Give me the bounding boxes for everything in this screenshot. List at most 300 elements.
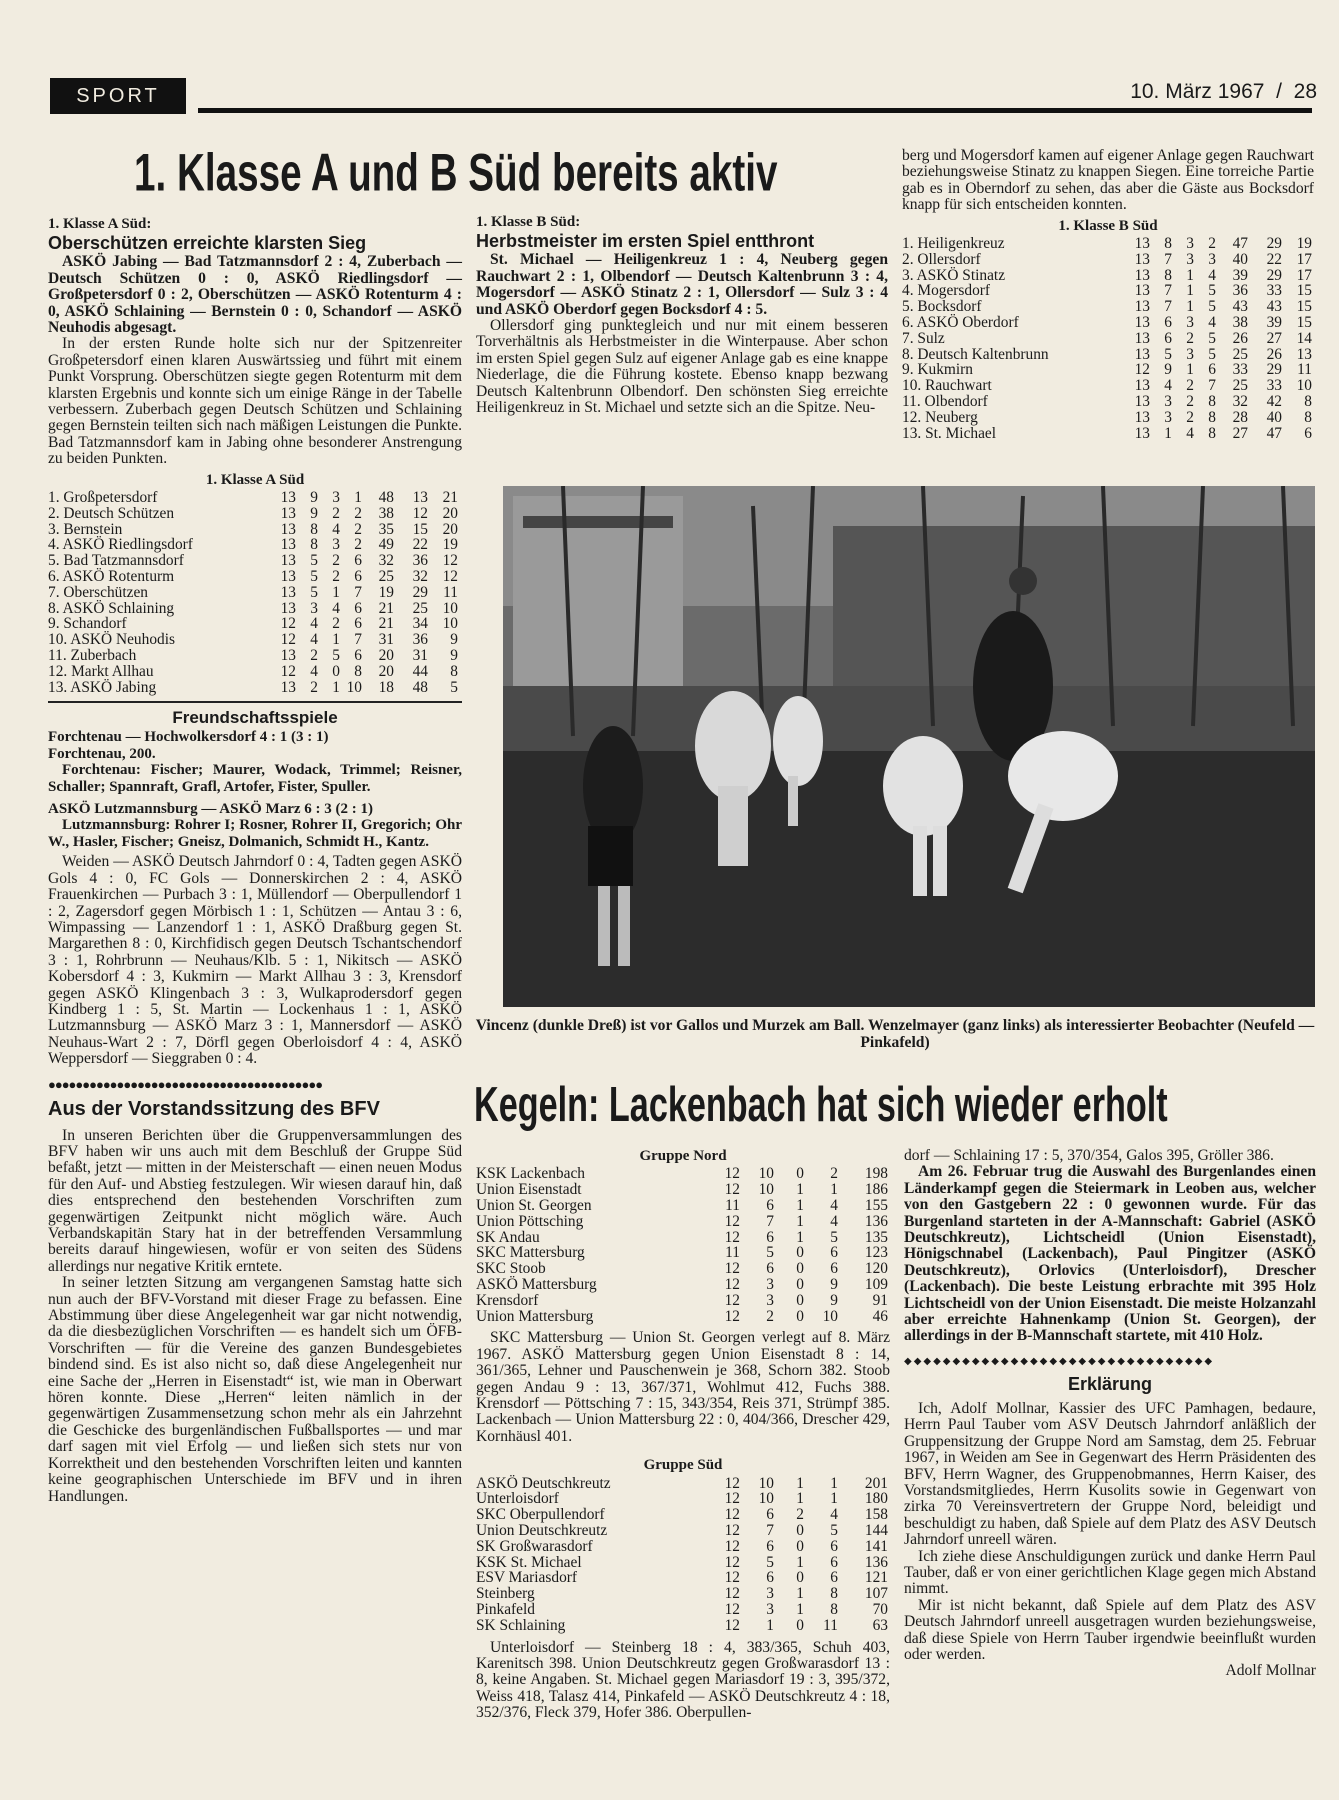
column-erklaerung [904,1148,1316,1680]
stat-cell: 4 [1208,314,1216,332]
team-name: 8. Deutsch Kaltenbrunn [902,345,1049,363]
dot-divider: ●●●●●●●●●●●●●●●●●●●●●●●●●●●●●●●●●●●●●●●● [48,1077,323,1092]
stat-cell: 7 [766,1212,774,1230]
team-name: ASKÖ Mattersburg [476,1275,597,1293]
stat-cell: 5 [310,583,318,601]
stat-cell: 13 [1134,282,1150,300]
stat-cell: 2 [332,504,340,522]
date-text: 10. März 1967 [1130,80,1265,103]
stat-cell: 9 [310,489,318,507]
table-row [476,1182,888,1198]
stat-cell: 38 [1232,314,1248,332]
stat-cell: 1 [332,678,340,696]
klasse-a-table-title: 1. Klasse A Süd [205,471,305,488]
team-name: 6. ASKÖ Oberdorf [902,314,1019,332]
stat-cell: 12 [724,1212,740,1230]
friendly-match-1-team: Forchtenau: Fischer; Maurer, Wodack, Trimmel; Reisner, Schaller; Spannraft, Grafl, Artofer, Fister, Spuller. [48,762,462,795]
stat-cell: 9 [310,504,318,522]
team-name: ESV Mariasdorf [476,1569,578,1587]
stat-cell: 49 [378,536,394,554]
stat-cell: 12 [412,504,428,522]
stat-cell: 6 [1164,329,1172,347]
date-separator: / [1276,80,1282,103]
stat-cell: 5 [310,552,318,570]
match-photo [503,486,1315,1007]
stat-cell: 5 [1208,329,1216,347]
table-row [476,1570,888,1586]
stat-cell: 10 [758,1165,774,1183]
table-row [476,1586,888,1602]
team-name: 7. Sulz [902,329,945,347]
stat-cell: 3 [310,599,318,617]
stat-cell: 29 [1266,361,1282,379]
stat-cell: 12 [280,662,296,680]
stat-cell: 12 [724,1601,740,1618]
klasse-a-table [48,490,458,695]
team-name: Pinkafeld [476,1601,535,1618]
team-name: 13. ASKÖ Jabing [48,678,157,696]
team-name: 12. Neuberg [902,408,978,426]
stat-cell: 7 [1208,377,1216,395]
kegeln-headline: Kegeln: Lackenbach hat sich wieder erholt [474,1078,1168,1133]
stat-cell: 2 [332,552,340,570]
stat-cell: 63 [872,1616,888,1634]
stat-cell: 20 [378,662,394,680]
stat-cell: 13 [1134,266,1150,284]
stat-cell: 25 [1232,345,1248,363]
stat-cell: 9 [1164,361,1172,379]
table-row [902,410,1312,426]
team-name: 7. Oberschützen [48,583,149,601]
stat-cell: 2 [1186,408,1194,426]
stat-cell: 0 [796,1260,804,1278]
stat-cell: 31 [378,631,394,649]
stat-cell: 29 [1266,235,1282,253]
klasse-b-label: 1. Klasse B Süd: [476,214,581,230]
stat-cell: 2 [1186,393,1194,410]
erklaerung-paragraph-1: Ich, Adolf Mollnar, Kassier des UFC Pamhagen, bedaure, Herrn Paul Tauber vom ASV Deutsch Jahrndorf anläßlich der Gruppensitzung der Gruppe Nord am Samstag, dem 25. Februar 1967, in Weiden am See in Gegenwart des Herrn Präsidenten des BFV, Herrn Wagner, des Gruppenobmannes, Herrn Kaiser, des Vorstandsmitgliedes, Herrn Kusolits sowie in Gegenwart von zirka 70 Vereinsvertretern der Gruppe Nord, beleidigt und beschuldigt zu haben, daß Spiele auf dem Platz des ASV Deutsch Jahrndorf unreell wären. [904,1399,1316,1549]
stat-cell: 1 [1186,282,1194,300]
stat-cell: 7 [766,1522,774,1540]
stat-cell: 6 [1208,361,1216,379]
stat-cell: 4 [310,662,318,680]
stat-cell: 3 [1186,250,1194,268]
stat-cell: 19 [378,583,394,601]
stat-cell: 12 [724,1228,740,1246]
stat-cell: 34 [412,615,428,633]
stat-cell: 6 [354,568,362,586]
stat-cell: 6 [766,1506,774,1524]
stat-cell: 1 [1186,361,1194,379]
klasse-b-table-title: 1. Klasse B Süd [1058,217,1158,234]
stat-cell: 6 [354,599,362,617]
diamond-divider: ◆◆◆◆◆◆◆◆◆◆◆◆◆◆◆◆◆◆◆◆◆◆◆◆◆◆◆◆◆◆◆◆ [904,1355,1215,1367]
stat-cell: 13 [1134,393,1150,410]
stat-cell: 39 [1232,266,1248,284]
stat-cell: 12 [724,1260,740,1278]
stat-cell: 13 [280,504,296,522]
stat-cell: 4 [1208,266,1216,284]
section-label: SPORT [50,78,186,114]
table-row [48,569,458,585]
stat-cell: 8 [830,1601,838,1618]
team-name: 3. Bernstein [48,520,123,538]
table-row [902,331,1312,347]
stat-cell: 33 [1266,377,1282,395]
stat-cell: 2 [332,615,340,633]
stat-cell: 6 [830,1537,838,1555]
stat-cell: 39 [1266,314,1282,332]
team-name: 13. St. Michael [902,424,997,442]
table-row [902,299,1312,315]
stat-cell: 27 [1232,424,1248,442]
stat-cell: 3 [1164,393,1172,410]
stat-cell: 17 [1296,266,1312,284]
stat-cell: 198 [864,1165,888,1183]
table-row [476,1618,888,1634]
stat-cell: 3 [766,1601,774,1618]
table-row [48,680,458,696]
stat-cell: 6 [1164,314,1172,332]
table-row [48,553,458,569]
stat-cell: 4 [830,1212,838,1230]
stat-cell: 107 [864,1585,888,1603]
stat-cell: 1 [830,1181,838,1199]
stat-cell: 1 [796,1197,804,1214]
stat-cell: 3 [1164,408,1172,426]
table-row [476,1230,888,1246]
stat-cell: 1 [796,1181,804,1199]
stat-cell: 1 [830,1490,838,1508]
stat-cell: 5 [766,1244,774,1262]
table-row [476,1555,888,1571]
stat-cell: 1 [332,583,340,601]
stat-cell: 11 [443,583,458,601]
stat-cell: 0 [796,1537,804,1555]
stat-cell: 40 [1232,250,1248,268]
stat-cell: 42 [1266,393,1282,410]
team-name: SK Schlaining [476,1616,566,1634]
divider [48,701,462,703]
stat-cell: 40 [1266,408,1282,426]
stat-cell: 12 [724,1474,740,1492]
stat-cell: 6 [830,1553,838,1571]
column-klasse-b [476,214,888,416]
stat-cell: 26 [1232,329,1248,347]
erklaerung-signature: Adolf Mollnar [1225,1662,1316,1680]
table-row [902,426,1312,442]
stat-cell: 32 [1232,393,1248,410]
stat-cell: 20 [442,520,458,538]
stat-cell: 2 [354,520,362,538]
team-name: 2. Ollersdorf [902,250,981,268]
sued-table [476,1476,888,1634]
table-row [902,315,1312,331]
stat-cell: 14 [1296,329,1312,347]
stat-cell: 6 [830,1260,838,1278]
column-kegeln [476,1148,890,1722]
table-row [476,1277,888,1293]
stat-cell: 11 [823,1616,838,1634]
stat-cell: 6 [766,1228,774,1246]
stat-cell: 1 [796,1601,804,1618]
erklaerung-paragraph-3: Mir ist nicht bekannt, daß Spiele auf dem Platz des ASV Deutsch Jahrndorf unreell ausgetragen wurden beziehungsweise, daß diese Spiele von Herrn Tauber irgendwie beeinflußt wurden oder werden. [904,1596,1316,1663]
team-name: 10. Rauchwart [902,377,992,395]
stat-cell: 10 [822,1307,838,1325]
stat-cell: 5 [450,678,458,696]
erklaerung-paragraph-2: Ich ziehe diese Anschuldigungen zurück und danke Herrn Paul Tauber, daß er von einer gerichtlichen Klage gegen mich Abstand nimmt. [904,1547,1316,1598]
klasse-b-continued: berg und Mogersdorf kamen auf eigener Anlage gegen Rauchwart beziehungsweise Stinatz zu knappen Siegen. Eine torreiche Partie gab es in Oberndorf zu sehen, das aber die Gäste aus Bocksdorf knapp für sich entscheiden konnten. [902,147,1314,214]
stat-cell: 36 [412,631,428,649]
stat-cell: 12 [280,631,296,649]
stat-cell: 186 [864,1181,888,1199]
page-number: 28 [1293,80,1317,103]
team-name: 6. ASKÖ Rotenturm [48,568,175,586]
stat-cell: 4 [310,615,318,633]
stat-cell: 10 [346,678,362,696]
team-name: Krensdorf [476,1291,539,1309]
stat-cell: 25 [378,568,394,586]
team-name: SKC Stoob [476,1260,546,1278]
stat-cell: 47 [1266,424,1282,442]
football-scene-image [503,486,1315,1007]
stat-cell: 13 [412,489,428,507]
stat-cell: 22 [412,536,428,554]
stat-cell: 13 [280,489,296,507]
stat-cell: 2 [1186,329,1194,347]
stat-cell: 3 [1186,314,1194,332]
stat-cell: 5 [766,1553,774,1571]
table-row [48,648,458,664]
stat-cell: 5 [1164,345,1172,363]
stat-cell: 13 [1134,377,1150,395]
stat-cell: 13 [280,599,296,617]
stat-cell: 5 [310,568,318,586]
stat-cell: 26 [1266,345,1282,363]
klasse-a-results: ASKÖ Jabing — Bad Tatzmannsdorf 2 : 4, Zuberbach — Deutsch Schützen 0 : 0, ASKÖ Riedlingsdorf — Großpetersdorf 0 : 2, Oberschützen — ASKÖ Rotenturm 4 : 0, ASKÖ Schlaining — Bernstein 0 : 0, Schandorf — ASKÖ Neuhodis abgesagt. [48,253,462,337]
stat-cell: 9 [450,631,458,649]
stat-cell: 12 [724,1569,740,1587]
stat-cell: 0 [796,1165,804,1183]
sued-results: Unterloisdorf — Steinberg 18 : 4, 383/365, Schuh 403, Karenitsch 398. Union Deutschkreutz gegen Großwarasdorf 13 : 8, keine Angaben. St. Michael gegen Mariasdorf 19 : 3, 395/372, Weiss 418, Talasz 414, Pinkafeld — ASKÖ Deutschkreutz 4 : 18, 352/376, Fleck 379, Hofer 386. Oberpullen- [476,1638,890,1722]
table-row [902,268,1312,284]
column-klasse-a [48,216,462,1505]
stat-cell: 2 [830,1165,838,1183]
stat-cell: 8 [830,1585,838,1603]
bfv-heading: Aus der Vorstandssitzung des BFV [48,1097,380,1120]
stat-cell: 43 [1232,298,1248,316]
table-row [902,347,1312,363]
team-name: 8. ASKÖ Schlaining [48,599,175,617]
stat-cell: 10 [442,599,458,617]
stat-cell: 5 [830,1228,838,1246]
stat-cell: 12 [724,1291,740,1309]
stat-cell: 21 [378,615,394,633]
team-name: 4. ASKÖ Riedlingsdorf [48,536,193,554]
stat-cell: 46 [872,1307,888,1325]
table-row [902,252,1312,268]
nord-table [476,1166,888,1324]
kegeln-continued: dorf — Schlaining 17 : 5, 370/354, Galos 395, Gröller 386. [904,1147,1274,1164]
stat-cell: 12 [724,1553,740,1571]
stat-cell: 120 [864,1260,888,1278]
stat-cell: 10 [1296,377,1312,395]
table-row [902,362,1312,378]
stat-cell: 43 [1266,298,1282,316]
klasse-b-results: St. Michael — Heiligenkreuz 1 : 4, Neuberg gegen Rauchwart 2 : 1, Olbendorf — Deutsch Kaltenbrunn 3 : 4, Mogersdorf — ASKÖ Stinatz 2 : 1, Ollersdorf — Sulz 3 : 4 und ASKÖ Oberdorf gegen Bocksdorf 4 : 5. [476,251,888,318]
stat-cell: 9 [830,1291,838,1309]
stat-cell: 18 [378,678,394,696]
stat-cell: 3 [1208,250,1216,268]
stat-cell: 6 [354,552,362,570]
stat-cell: 47 [1232,235,1248,253]
stat-cell: 136 [864,1212,888,1230]
stat-cell: 2 [1186,377,1194,395]
stat-cell: 6 [1304,424,1312,442]
stat-cell: 11 [1297,361,1312,379]
stat-cell: 1 [354,489,362,507]
stat-cell: 70 [872,1601,888,1618]
stat-cell: 36 [412,552,428,570]
stat-cell: 44 [412,662,428,680]
stat-cell: 13 [280,647,296,665]
team-name: 4. Mogersdorf [902,282,991,300]
stat-cell: 121 [864,1569,888,1587]
stat-cell: 3 [1186,345,1194,363]
friendly-other-results: Weiden — ASKÖ Deutsch Jahrndorf 0 : 4, Tadten gegen ASKÖ Gols 4 : 0, FC Gols — Donnerskirchen 2 : 4, ASKÖ Frauenkirchen — Purbach 3 : 1, Müllendorf — Oberpullendorf 1 : 2, Zagersdorf gegen Mörbisch 1 : 1, Schützen — Antau 3 : 6, Wimpassing — Lanzendorf 1 : 1, ASKÖ Draßburg gegen St. Margarethen 8 : 0, Kirchfidisch gegen Deutsch Tschantschendorf 3 : 1, Rohrbrunn — Neuhaus/Klb. 5 : 1, Nikitsch — ASKÖ Kobersdorf 4 : 3, Kukmirn — Markt Allhau 3 : 3, Krensdorf gegen ASKÖ Klingenbach 3 : 3, Wulkaprodersdorf gegen Kindberg 1 : 5, St. Martin — Lockenhaus 1 : 1, ASKÖ Lutzmannsburg — ASKÖ Marz 3 : 1, Mannersdorf — ASKÖ Neuhaus-Wart 2 : 7, Dörfl gegen Oberloisdorf 4 : 4, ASKÖ Weppersdorf — Sieggraben 0 : 4. [48,853,462,1068]
team-name: 11. Olbendorf [902,393,988,410]
friendly-match-1: Forchtenau — Hochwolkersdorf 4 : 1 (3 : 1) [48,729,329,746]
stat-cell: 12 [442,568,458,586]
stat-cell: 11 [725,1197,740,1214]
team-name: Unterloisdorf [476,1490,559,1508]
stat-cell: 12 [1134,361,1150,379]
stat-cell: 13 [280,678,296,696]
stat-cell: 12 [280,615,296,633]
stat-cell: 1 [796,1553,804,1571]
team-name: Union Pöttsching [476,1212,584,1230]
table-row [476,1245,888,1261]
stat-cell: 13 [280,583,296,601]
team-name: 10. ASKÖ Neuhodis [48,631,175,649]
stat-cell: 12 [724,1585,740,1603]
main-headline: 1. Klasse A und B Süd bereits aktiv [134,143,778,202]
friendly-heading: Freundschaftsspiele [172,708,338,728]
stat-cell: 4 [332,520,340,538]
stat-cell: 13 [1134,298,1150,316]
klasse-b-table [902,236,1312,441]
stat-cell: 25 [1232,377,1248,395]
stat-cell: 201 [864,1474,888,1492]
stat-cell: 13 [1134,250,1150,268]
stat-cell: 144 [864,1522,888,1540]
stat-cell: 33 [1266,282,1282,300]
stat-cell: 12 [442,552,458,570]
team-name: SKC Mattersburg [476,1244,585,1262]
klasse-a-label: 1. Klasse A Süd: [48,216,152,232]
team-name: Union St. Georgen [476,1197,592,1214]
stat-cell: 13 [1134,329,1150,347]
stat-cell: 13 [1296,345,1312,363]
stat-cell: 5 [1208,345,1216,363]
table-row [902,236,1312,252]
stat-cell: 12 [724,1537,740,1555]
stat-cell: 2 [354,504,362,522]
stat-cell: 12 [724,1275,740,1293]
stat-cell: 8 [1208,393,1216,410]
stat-cell: 2 [796,1506,804,1524]
team-name: Union Mattersburg [476,1307,594,1325]
laenderkampf-text: Am 26. Februar trug die Auswahl des Burgenlandes einen Länderkampf gegen die Steiermark in Leoben aus, welcher von den Gastgebern 22 : 0 gewonnen wurde. Für das Burgenland starteten in der A-Mannschaft: Gabriel (ASKÖ Deutschkreutz), Lichtscheidl (Union Eisenstadt), Hönigschnabel (Lackenbach), Paul Pingitzer (ASKÖ Deutschkreutz), Orlovics (Unterloisdorf), Drescher (Lackenbach). Die beste Leistung erbrachte mit 395 Holz Lichtscheidl von der Union Eisenstadt. Die meiste Holzanzahl aber erreichte Hahnenkamp (Union St. Georgen), der allerdings in der B-Mannschaft startete, mit 410 Holz. [904,1163,1316,1345]
table-row [48,601,458,617]
klasse-b-heading: Herbstmeister im ersten Spiel entthront [476,231,815,252]
stat-cell: 4 [310,631,318,649]
stat-cell: 123 [864,1244,888,1262]
stat-cell: 19 [442,536,458,554]
stat-cell: 7 [1164,282,1172,300]
stat-cell: 158 [864,1506,888,1524]
table-row [476,1198,888,1214]
stat-cell: 12 [724,1522,740,1540]
stat-cell: 4 [1164,377,1172,395]
table-row [476,1507,888,1523]
team-name: KSK St. Michael [476,1553,582,1571]
stat-cell: 0 [796,1569,804,1587]
stat-cell: 7 [1164,298,1172,316]
team-name: 1. Heiligenkreuz [902,235,1005,253]
stat-cell: 35 [378,520,394,538]
table-row [902,378,1312,394]
stat-cell: 2 [310,647,318,665]
stat-cell: 6 [766,1197,774,1214]
stat-cell: 0 [796,1244,804,1262]
table-row [476,1309,888,1325]
stat-cell: 8 [310,536,318,554]
erklaerung-heading: Erklärung [1067,1373,1153,1394]
table-row [476,1261,888,1277]
stat-cell: 5 [830,1522,838,1540]
stat-cell: 27 [1266,329,1282,347]
stat-cell: 36 [1232,282,1248,300]
stat-cell: 10 [442,615,458,633]
stat-cell: 6 [766,1260,774,1278]
stat-cell: 6 [354,647,362,665]
team-name: ASKÖ Deutschkreutz [476,1474,611,1492]
team-name: SKC Oberpullendorf [476,1506,605,1524]
table-row [476,1491,888,1507]
stat-cell: 7 [1164,250,1172,268]
table-row [902,283,1312,299]
stat-cell: 0 [332,662,340,680]
stat-cell: 135 [864,1228,888,1246]
stat-cell: 7 [354,631,362,649]
stat-cell: 5 [332,647,340,665]
stat-cell: 3 [766,1275,774,1293]
stat-cell: 1 [1186,266,1194,284]
stat-cell: 141 [864,1537,888,1555]
team-name: 5. Bocksdorf [902,298,982,316]
stat-cell: 6 [830,1244,838,1262]
table-row [48,490,458,506]
team-name: 9. Schandorf [48,615,127,633]
table-row [48,506,458,522]
friendly-match-1-place: Forchtenau, 200. [48,745,156,762]
stat-cell: 8 [1304,408,1312,426]
team-name: 5. Bad Tatzmannsdorf [48,552,184,570]
stat-cell: 8 [1208,408,1216,426]
stat-cell: 2 [1208,235,1216,253]
stat-cell: 32 [412,568,428,586]
